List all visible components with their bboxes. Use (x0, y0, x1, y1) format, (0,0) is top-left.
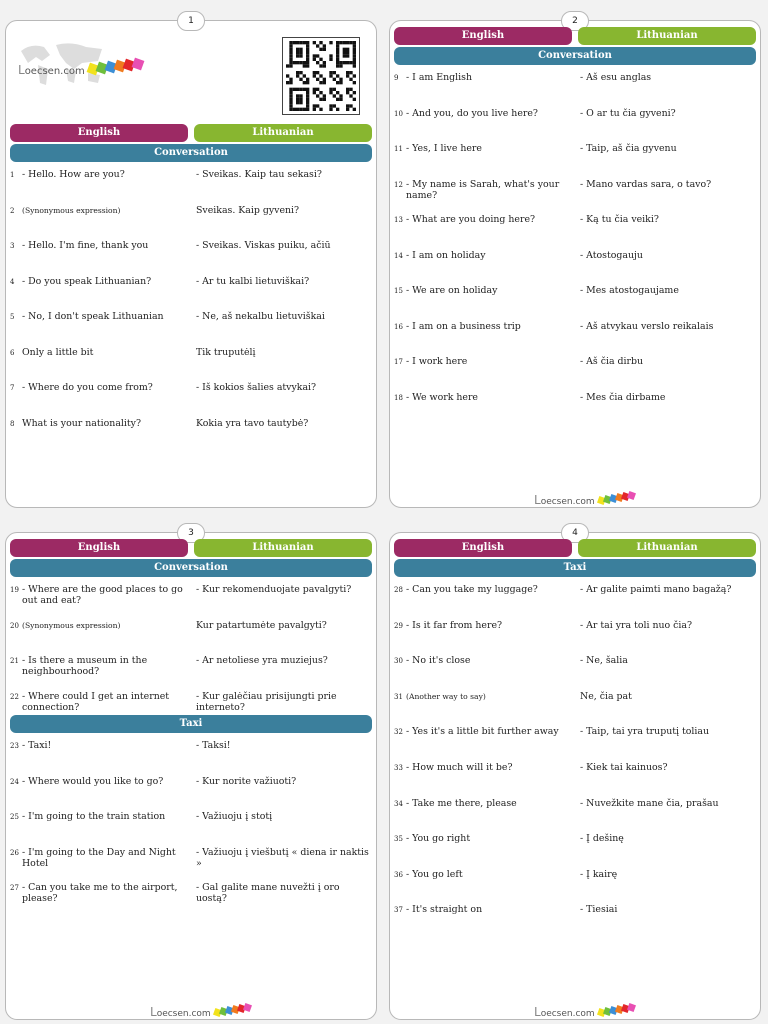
phrase-number: 3 (10, 242, 15, 250)
phrase-number: 26 (10, 848, 19, 857)
section-header: Conversation (10, 559, 372, 577)
language-header (10, 539, 372, 557)
phrase-number: 34 (394, 799, 403, 808)
phrase-english: - Is it far from here? (406, 619, 503, 631)
phrase-english: - Hello. How are you? (22, 169, 125, 180)
brand-logo (18, 59, 143, 78)
phrase-lithuanian: Sveikas. Kaip gyveni? (196, 204, 300, 216)
language-label-english: English (10, 539, 188, 557)
phrase-number: 9 (394, 74, 399, 82)
phrase-number: 29 (394, 621, 403, 630)
brand-squares (89, 59, 143, 78)
phrase-number: 20 (10, 621, 19, 630)
phrase-english: (Another way to say) (406, 691, 486, 701)
qr-code-image (282, 37, 360, 115)
phrase-english: What is your nationality? (22, 417, 141, 429)
phrase-lithuanian: - Ar tu kalbi lietuviškai? (196, 275, 310, 287)
phrase-lithuanian: - Kiek tai kainuos? (580, 762, 668, 773)
phrase-number: 2 (10, 206, 15, 215)
language-header (394, 27, 756, 45)
phrase-english: - It's straight on (406, 904, 483, 916)
card-number: 3 (177, 523, 205, 543)
section-header: Taxi (10, 715, 372, 733)
phrase-number: 14 (394, 251, 403, 260)
phrase-lithuanian: - Važiuoju į stotį (196, 811, 273, 822)
phrase-number: 7 (10, 384, 15, 392)
phrase-card (389, 528, 761, 1020)
brand-logo-text: Loecsen.com (150, 1005, 211, 1019)
brand-square (131, 58, 144, 71)
phrase-number: 8 (10, 419, 15, 428)
section-header: Conversation (394, 47, 756, 65)
phrase-number: 6 (10, 348, 15, 357)
phrase-number: 1 (10, 171, 15, 179)
phrase-number: 37 (394, 906, 403, 915)
phrase-english: Only a little bit (22, 346, 94, 358)
phrase-lithuanian: - Taip, tai yra truputį toliau (580, 726, 710, 738)
phrase-english: - No, I don't speak Lithuanian (22, 311, 164, 322)
brand-logo-text: Loecsen.com (18, 63, 85, 77)
phrase-number: 30 (394, 657, 403, 666)
phrase-number: 22 (10, 692, 19, 701)
phrase-lithuanian: - Atostogauju (580, 249, 643, 261)
phrase-lithuanian: - Važiuoju į viešbutį « diena ir naktis » (196, 846, 369, 869)
brand-logo (534, 1001, 635, 1020)
language-label-lithuanian: Lithuanian (578, 27, 756, 45)
phrase-lithuanian: - Kur rekomenduojate pavalgyti? (196, 584, 352, 595)
brand-logo-initial: L (534, 1005, 541, 1019)
phrase-lithuanian: - Aš čia dirbu (580, 356, 644, 367)
phrase-lithuanian: Kur patartumėte pavalgyti? (196, 619, 327, 631)
phrase-english: - Can you take my luggage? (406, 584, 538, 595)
phrase-english: - We work here (406, 391, 478, 403)
phrase-english: - Taxi! (22, 740, 52, 751)
brand-logo-text: Loecsen.com (534, 493, 595, 507)
brand-squares (599, 1001, 635, 1020)
phrase-lithuanian: - Mes atostogaujame (580, 285, 679, 296)
phrase-lithuanian: - Į dešinę (580, 833, 624, 845)
phrase-number: 25 (10, 813, 19, 821)
phrase-english: - And you, do you live here? (406, 107, 538, 119)
phrase-lithuanian: - Nuvežkite mane čia, prašau (580, 797, 719, 809)
phrase-lithuanian: - Į kairę (580, 868, 618, 880)
phrase-english: - Hello. I'm fine, thank you (22, 240, 149, 251)
phrase-english: - My name is Sarah, what's your name? (406, 178, 560, 201)
phrase-english: - Can you take me to the airport, please? (22, 882, 178, 904)
phrase-number: 28 (394, 586, 403, 594)
phrase-english: - I am on holiday (406, 249, 486, 261)
phrase-lithuanian: - Ne, šalia (580, 655, 628, 667)
card-number: 2 (561, 11, 589, 31)
phrase-lithuanian: - Mes čia dirbame (580, 391, 666, 403)
language-header (10, 124, 372, 142)
phrase-lithuanian: - Aš esu anglas (580, 72, 652, 83)
phrase-english: - Where would you like to go? (22, 775, 164, 787)
phrase-english: - You go left (406, 868, 463, 880)
phrase-english: - We are on holiday (406, 285, 498, 296)
phrase-lithuanian: - Ne, aš nekalbu lietuviškai (196, 311, 325, 322)
phrase-number: 31 (394, 692, 403, 701)
phrase-english: - Is there a museum in the neighbourhood? (22, 655, 148, 677)
phrase-lithuanian: - Tiesiai (580, 904, 618, 916)
brand-squares (215, 1001, 251, 1020)
phrase-lithuanian: - Sveikas. Viskas puiku, ačiū (196, 240, 331, 251)
phrase-english: - Where are the good places to go out and eat? (22, 584, 183, 606)
brand-logo-initial: L (534, 493, 541, 507)
brand-squares (599, 489, 635, 508)
phrase-lithuanian: - Taksi! (196, 740, 231, 751)
phrase-lithuanian: - Ar galite paimti mano bagažą? (580, 584, 732, 595)
phrase-english: - Yes it's a little bit further away (406, 726, 559, 738)
phrase-number: 27 (10, 884, 19, 892)
phrase-english: - You go right (406, 833, 471, 845)
phrase-lithuanian: - Ar tai yra toli nuo čia? (580, 619, 693, 631)
phrase-english: - Yes, I live here (406, 143, 482, 154)
phrase-number: 5 (10, 313, 15, 321)
brand-logo-initial: L (18, 63, 25, 77)
phrase-english: - No it's close (406, 655, 471, 667)
phrase-number: 19 (10, 586, 19, 594)
phrase-lithuanian: - Gal galite mane nuvežti į oro uostą? (196, 882, 340, 904)
phrase-english: - I am on a business trip (406, 320, 521, 332)
card-number: 1 (177, 11, 205, 31)
phrase-number: 23 (10, 742, 19, 750)
section-header: Taxi (394, 559, 756, 577)
phrase-card (389, 16, 761, 508)
language-label-lithuanian: Lithuanian (194, 539, 372, 557)
phrase-lithuanian: - Taip, aš čia gyvenu (580, 143, 677, 154)
language-label-lithuanian: Lithuanian (578, 539, 756, 557)
phrase-english: (Synonymous expression) (22, 620, 121, 630)
phrase-lithuanian: Tik truputėlį (196, 346, 256, 358)
phrase-lithuanian: - Ką tu čia veiki? (580, 214, 659, 225)
brand-logo (534, 489, 635, 508)
phrase-number: 18 (394, 393, 403, 402)
language-label-english: English (10, 124, 188, 142)
phrase-card (5, 16, 377, 508)
phrase-english: - I'm going to the train station (22, 811, 166, 822)
phrase-english: - I'm going to the Day and Night Hotel (22, 846, 176, 869)
brand-logo (150, 1001, 251, 1020)
phrase-number: 12 (394, 180, 403, 189)
language-label-lithuanian: Lithuanian (194, 124, 372, 142)
phrase-lithuanian: - O ar tu čia gyveni? (580, 107, 676, 119)
phrase-lithuanian: - Aš atvykau verslo reikalais (580, 320, 714, 332)
phrase-english: - Take me there, please (406, 797, 517, 809)
phrase-english: - What are you doing here? (406, 214, 536, 225)
phrase-english: (Synonymous expression) (22, 205, 121, 215)
language-header (394, 539, 756, 557)
phrase-lithuanian: - Iš kokios šalies atvykai? (196, 382, 317, 393)
card-number: 4 (561, 523, 589, 543)
phrase-number: 15 (394, 287, 403, 295)
phrase-number: 10 (394, 109, 403, 118)
phrase-lithuanian: - Ar netoliese yra muziejus? (196, 655, 328, 666)
phrase-lithuanian: Ne, čia pat (580, 690, 632, 702)
phrase-number: 35 (394, 835, 403, 844)
phrase-english: - Where do you come from? (22, 382, 153, 393)
language-label-english: English (394, 27, 572, 45)
phrase-number: 32 (394, 728, 403, 737)
phrase-number: 4 (10, 277, 15, 286)
phrase-english: - How much will it be? (406, 762, 513, 773)
phrase-english: - Do you speak Lithuanian? (22, 275, 152, 287)
phrase-number: 13 (394, 216, 403, 224)
phrase-number: 36 (394, 870, 403, 879)
phrase-lithuanian: - Mano vardas sara, o tavo? (580, 178, 712, 190)
phrase-number: 33 (394, 764, 403, 772)
phrase-number: 11 (394, 145, 403, 153)
brand-logo-initial: L (150, 1005, 157, 1019)
phrase-lithuanian: - Kur norite važiuoti? (196, 775, 297, 787)
phrase-english: - I work here (406, 356, 468, 367)
phrase-lithuanian: Kokia yra tavo tautybė? (196, 417, 309, 429)
brand-logo-text: Loecsen.com (534, 1005, 595, 1019)
phrase-number: 21 (10, 657, 19, 665)
section-header: Conversation (10, 144, 372, 162)
phrase-number: 24 (10, 777, 19, 786)
phrase-number: 17 (394, 358, 403, 366)
phrase-card (5, 528, 377, 1020)
phrase-number: 16 (394, 322, 403, 331)
phrase-lithuanian: - Kur galėčiau prisijungti prie interneto? (196, 690, 337, 713)
language-label-english: English (394, 539, 572, 557)
phrase-lithuanian: - Sveikas. Kaip tau sekasi? (196, 169, 322, 180)
phrase-english: - Where could I get an internet connection? (22, 690, 170, 713)
phrase-english: - I am English (406, 72, 473, 83)
